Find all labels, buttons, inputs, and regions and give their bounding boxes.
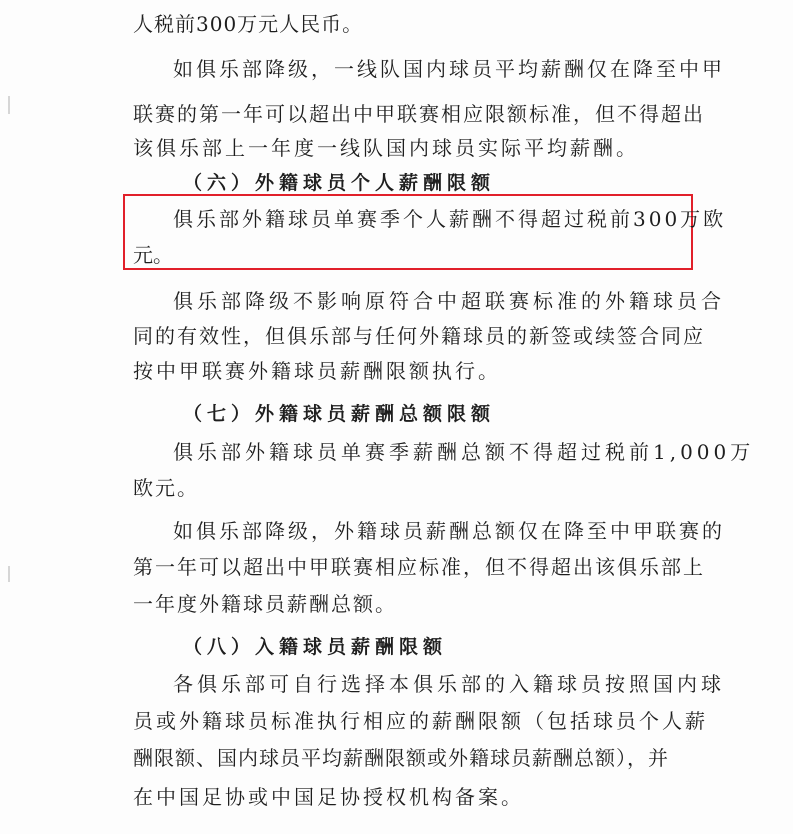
paragraph-line: 同的有效性，但俱乐部与任何外籍球员的新签或续签合同应 [133, 324, 705, 348]
paragraph-line: 员或外籍球员标准执行相应的薪酬限额（包括球员个人薪 [133, 709, 708, 733]
paragraph-line: 该俱乐部上一年度一线队国内球员实际平均薪酬。 [133, 136, 639, 160]
paragraph-line: 人税前300万元人民币。 [133, 12, 364, 36]
paragraph-line: 如俱乐部降级，一线队国内球员平均薪酬仅在降至中甲 [173, 57, 725, 81]
section-heading-8: （八）入籍球员薪酬限额 [183, 636, 448, 658]
section-heading-7: （七）外籍球员薪酬总额限额 [183, 403, 496, 425]
paragraph-line: 按中甲联赛外籍球员薪酬限额执行。 [133, 359, 501, 383]
paragraph-line: 如俱乐部降级，外籍球员薪酬总额仅在降至中甲联赛的 [173, 519, 725, 543]
paragraph-line: 各俱乐部可自行选择本俱乐部的入籍球员按照国内球 [173, 672, 725, 696]
scan-margin-mark [8, 96, 10, 114]
paragraph-line: 俱乐部外籍球员单赛季个人薪酬不得超过税前300万欧 [173, 207, 727, 231]
paragraph-line: 欧元。 [133, 476, 199, 500]
paragraph-line: 联赛的第一年可以超出中甲联赛相应限额标准，但不得超出 [133, 102, 705, 126]
paragraph-line: 第一年可以超出中甲联赛相应标准，但不得超出该俱乐部上 [133, 555, 705, 579]
paragraph-line: 在中国足协或中国足协授权机构备案。 [133, 785, 524, 809]
scan-margin-mark [8, 566, 10, 582]
paragraph-line: 俱乐部外籍球员单赛季薪酬总额不得超过税前1,000万 [173, 440, 755, 464]
section-heading-6: （六）外籍球员个人薪酬限额 [183, 172, 496, 194]
paragraph-line: 俱乐部降级不影响原符合中超联赛标准的外籍球员合 [173, 289, 725, 313]
paragraph-line: 元。 [133, 243, 173, 267]
paragraph-line: 一年度外籍球员薪酬总额。 [133, 592, 397, 616]
paragraph-line: 酬限额、国内球员平均薪酬限额或外籍球员薪酬总额），并 [133, 746, 669, 770]
